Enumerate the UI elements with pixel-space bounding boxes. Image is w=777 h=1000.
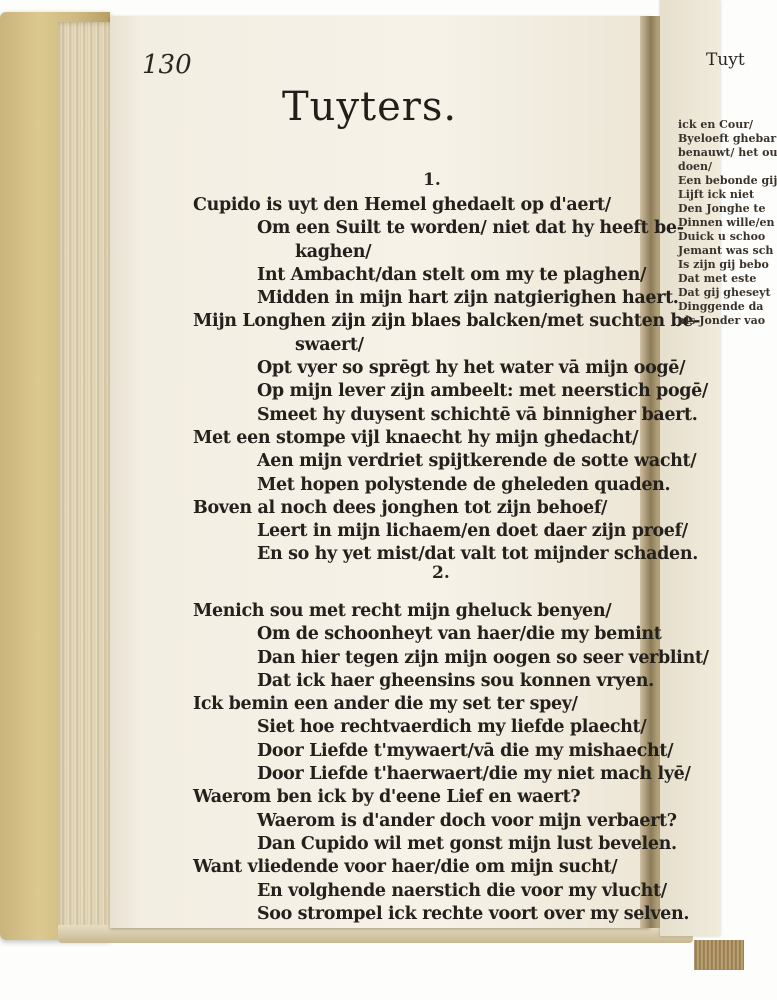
poem-line: Cupido is uyt den Hemel ghedaelt op d'aert/ <box>193 195 611 215</box>
poem-line: Smeet hy duysent schichtē vā binnigher baert. <box>257 404 698 425</box>
poem-line: Leert in mijn lichaem/en doet daer zijn proef/ <box>257 521 688 542</box>
poem-line: Waerom ben ick by d'eene Lief en waert? <box>193 787 581 808</box>
poem-line: Op mijn lever zijn ambeelt: met neerstich pogē/ <box>257 381 708 402</box>
facing-line: Dinnen wille/en <box>678 216 775 229</box>
poem-line: Opt vyer so sprēgt hy het water vā mijn oogē/ <box>257 358 686 379</box>
poem-line: swaert/ <box>295 334 364 355</box>
page-title: Tuyters. <box>282 84 458 130</box>
facing-line: Dat gij gheseyt <box>678 286 771 299</box>
facing-line: Een bebonde gij <box>678 174 777 187</box>
facing-line: als Jonder vao <box>678 314 766 327</box>
stanza-1 <box>193 194 708 567</box>
poem-line: Siet hoe rechtvaerdich my liefde plaecht/ <box>257 717 647 738</box>
facing-line: Dat met este <box>678 272 757 285</box>
facing-page-text <box>678 118 777 328</box>
poem-line: Met hopen polystende de gheleden quaden. <box>257 474 671 495</box>
facing-line: Byeloeft ghebar <box>678 132 777 145</box>
poem-line: Midden in mijn hart zijn natgierighen haert. <box>257 288 679 309</box>
poem-line: kaghen/ <box>295 241 372 262</box>
poem-line: Mijn Longhen zijn zijn blaes balcken/met suchten be- <box>193 311 701 332</box>
page-number: 130 <box>142 50 192 80</box>
poem-line: Om de schoonheyt van haer/die my bemint <box>257 624 662 645</box>
stanza-number: 2. <box>432 563 450 583</box>
facing-line: Den Jonghe te <box>678 202 766 215</box>
poem-line: Door Liefde t'haerwaert/die my niet mach lyē/ <box>257 764 691 785</box>
poem-line: Met een stompe vijl knaecht hy mijn ghedacht/ <box>193 427 639 448</box>
poem-line: Int Ambacht/dan stelt om my te plaghen/ <box>257 264 647 285</box>
facing-page-header: Tuyt <box>706 50 745 70</box>
poem-line: Menich sou met recht mijn gheluck benyen/ <box>193 601 612 621</box>
poem-line: Waerom is d'ander doch voor mijn verbaert? <box>257 810 677 831</box>
poem-line: En so hy yet mist/dat valt tot mijnder schaden. <box>257 544 698 565</box>
facing-line: Is zijn gij bebo <box>678 258 769 271</box>
stanza-2 <box>193 600 709 926</box>
facing-line: Lijft ick niet <box>678 188 755 201</box>
facing-line: Duick u schoo <box>678 230 766 243</box>
poem-line: Boven al noch dees jonghen tot zijn behoef/ <box>193 497 608 518</box>
poem-line: Soo strompel ick rechte voort over my selven. <box>257 903 690 924</box>
facing-line: Jemant was sch <box>678 244 774 257</box>
poem-line: Om een Suilt te worden/ niet dat hy heeft be- <box>257 218 684 239</box>
facing-line: ick en Cour/ <box>678 118 754 131</box>
poem-line: Ick bemin een ander die my set ter spey/ <box>193 694 578 715</box>
poem-line: Aen mijn verdriet spijtkerende de sotte wacht/ <box>257 451 697 472</box>
poem-line: Want vliedende voor haer/die om mijn sucht/ <box>193 857 618 878</box>
poem-line: Dan Cupido wil met gonst mijn lust bevelen. <box>257 833 677 854</box>
poem-line: Dat ick haer gheensins sou konnen vryen. <box>257 670 654 691</box>
right-page-edges <box>694 940 744 970</box>
poem-line: En volghende naerstich die voor my vlucht/ <box>257 880 667 901</box>
poem-line: Dan hier tegen zijn mijn oogen so seer verblint/ <box>257 647 709 668</box>
stanza-number: 1. <box>423 170 441 190</box>
facing-line: benauwt/ het ou <box>678 146 777 159</box>
poem-line: Door Liefde t'mywaert/vā die my mishaecht/ <box>257 740 674 761</box>
facing-line: doen/ <box>678 160 713 173</box>
facing-line: Dinggende da <box>678 300 764 313</box>
